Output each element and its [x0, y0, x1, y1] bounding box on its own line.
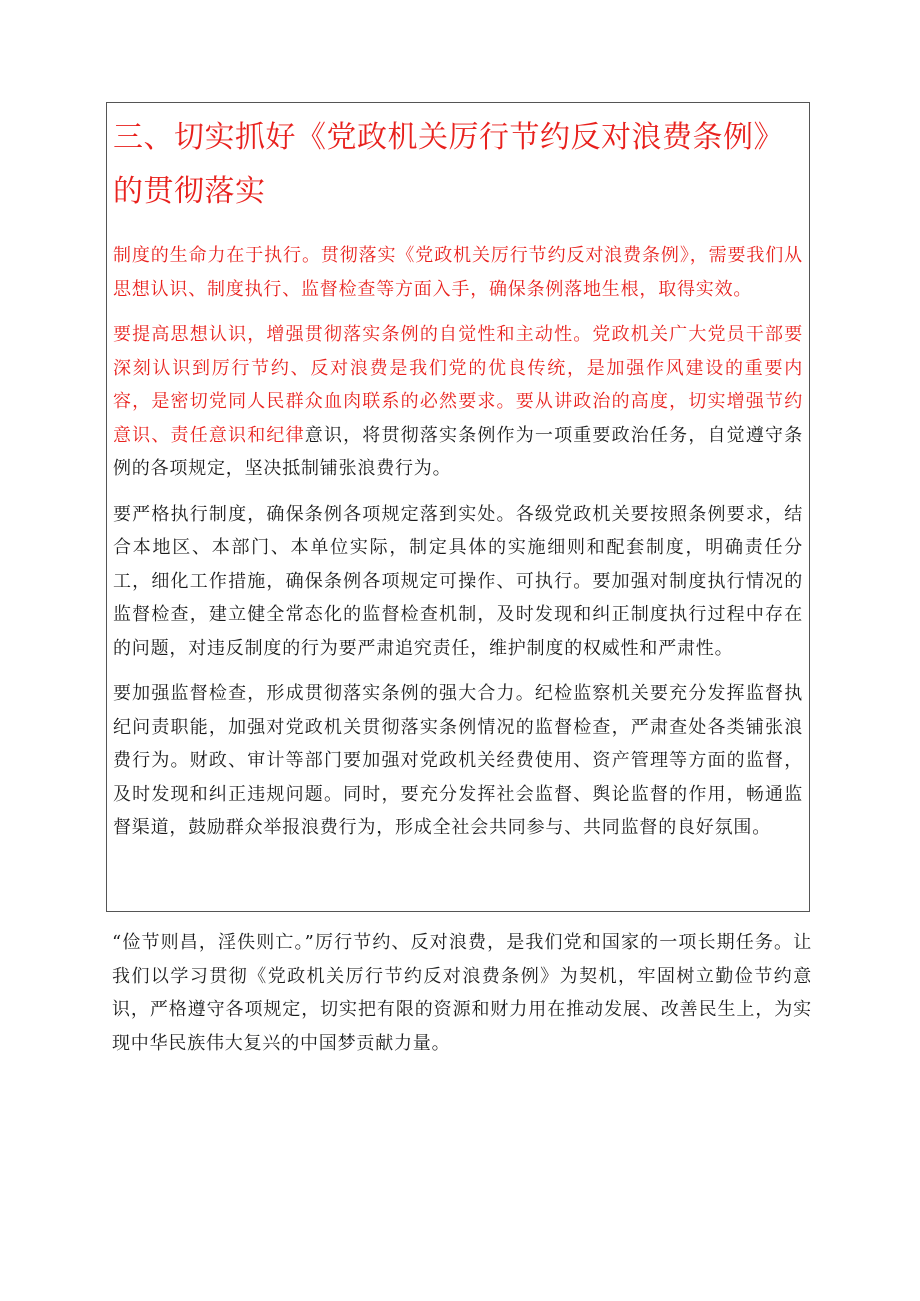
intro-paragraph: 制度的生命力在于执行。贯彻落实《党政机关厉行节约反对浪费条例》，需要我们从思想认识、制度执行、监督检查等方面入手，确保条例落地生根，取得实效。	[113, 245, 803, 300]
section-title: 三、切实抓好《党政机关厉行节约反对浪费条例》的贯彻落实	[113, 120, 784, 209]
awareness-red-text: 要提高思想认识，增强贯彻落实条例的自觉性和主动性。党政机关广大党员干部要深刻认识到厉行节约、反对浪费是我们党的优良传统，是加强作风建设的重要内容，是密切党同人民群众血肉联系的必然要求。要从讲政治的高度，切实增强节约意识、责任意识和纪律	[113, 324, 803, 446]
section-box	[106, 102, 810, 912]
awareness-paragraph	[113, 318, 803, 486]
system-paragraph: 要严格执行制度，确保条例各项规定落到实处。各级党政机关要按照条例要求，结合本地区、本部门、本单位实际，制定具体的实施细则和配套制度，明确责任分工，细化工作措施，确保条例各项规定可操作、可执行。要加强对制度执行情况的监督检查，建立健全常态化的监督检查机制，及时发现和纠正制度执行过程中存在的问题，对违反制度的行为要严肃追究责任，维护制度的权威性和严肃性。	[113, 503, 803, 659]
awareness-black-text: 意识，将贯彻落实条例作为一项重要政治任务，自觉遵守条例的各项规定，坚决抵制铺张浪费行为。	[113, 424, 803, 479]
closing-paragraph: “俭节则昌，淫佚则亡。”厉行节约、反对浪费，是我们党和国家的一项长期任务。让我们以学习贯彻《党政机关厉行节约反对浪费条例》为契机，牢固树立勤俭节约意识，严格遵守各项规定，切实把有限的资源和财力用在推动发展、改善民生上，为实现中华民族伟大复兴的中国梦贡献力量。	[112, 932, 812, 1054]
supervision-paragraph: 要加强监督检查，形成贯彻落实条例的强大合力。纪检监察机关要充分发挥监督执纪问责职能，加强对党政机关贯彻落实条例情况的监督检查，严肃查处各类铺张浪费行为。财政、审计等部门要加强对党政机关经费使用、资产管理等方面的监督，及时发现和纠正违规问题。同时，要充分发挥社会监督、舆论监督的作用，畅通监督渠道，鼓励群众举报浪费行为，形成全社会共同参与、共同监督的良好氛围。	[113, 683, 803, 838]
